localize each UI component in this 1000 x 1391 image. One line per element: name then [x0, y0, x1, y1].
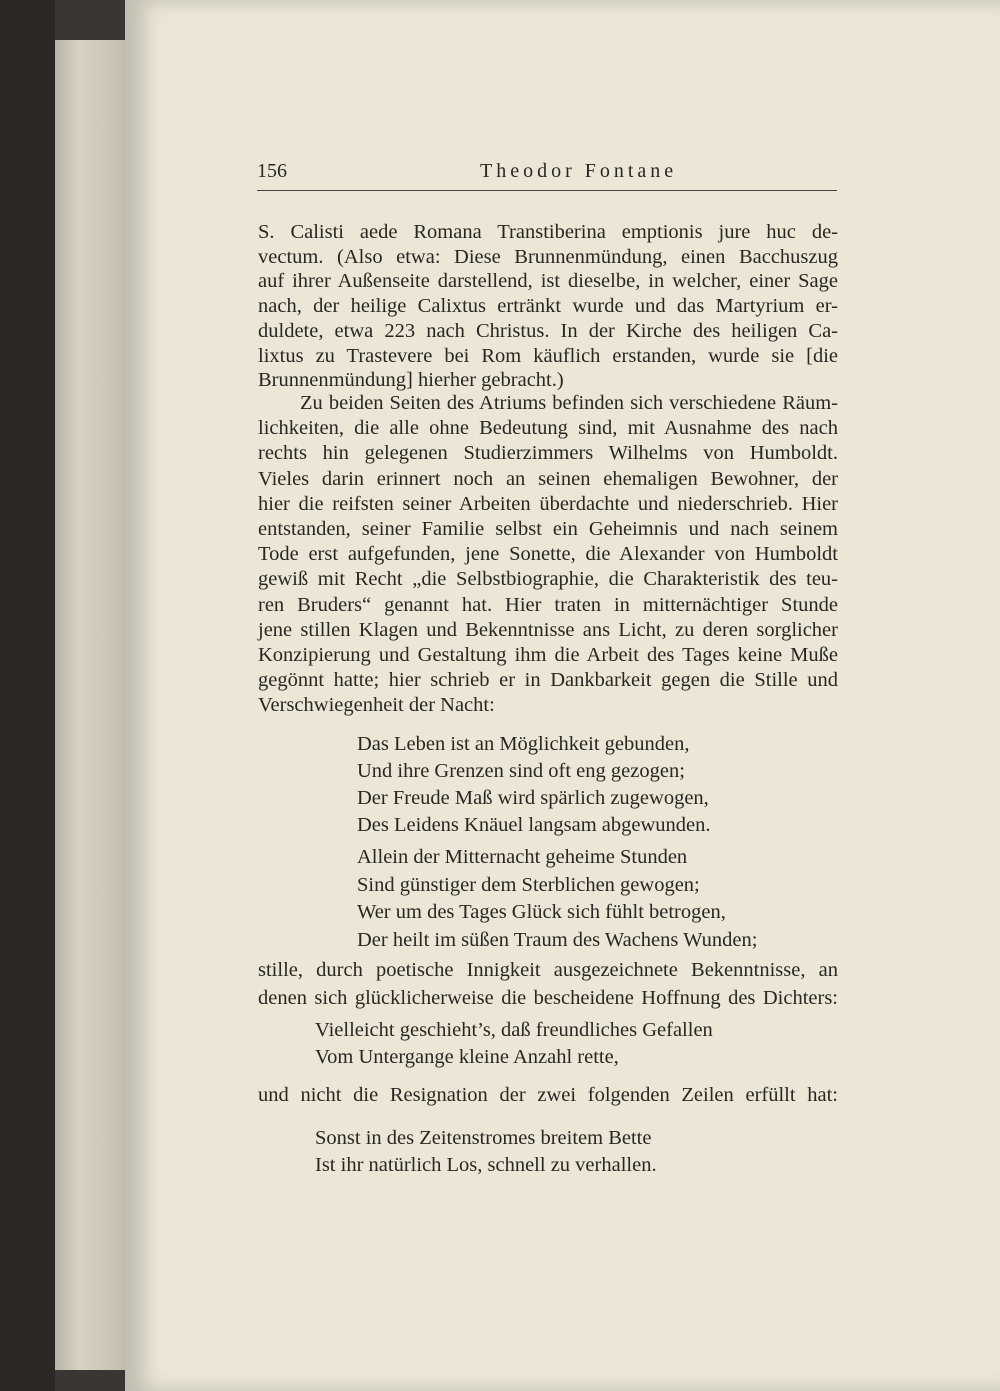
text-line: Tode erst aufgefunden, jene Sonette, die Alexander von Humboldt: [258, 543, 838, 566]
text-line: duldete, etwa 223 nach Christus. In der Kirche des heiligen Ca-: [258, 319, 838, 342]
verse-line: Das Leben ist an Möglichkeit gebunden,: [357, 733, 690, 755]
text-line: Verschwiegenheit der Nacht:: [258, 694, 495, 717]
text-line: lixtus zu Trastevere bei Rom käuflich erstanden, wurde sie [die: [258, 344, 838, 367]
text-line: vectum. (Also etwa: Diese Brunnenmündung, einen Bacchuszug: [258, 245, 838, 268]
header-rule: [257, 190, 837, 191]
verse-line: Sonst in des Zeitenstromes breitem Bette: [315, 1127, 652, 1149]
text-line: rechts hin gelegenen Studierzimmers Wilhelms von Humboldt.: [258, 442, 838, 465]
text-line: ren Bruders“ genannt hat. Hier traten in mitternächtiger Stunde: [258, 593, 838, 616]
text-line: gewiß mit Recht „die Selbstbiographie, die Charakteristik des teu-: [258, 568, 838, 591]
text-line: entstanden, seiner Familie selbst ein Geheimnis und nach seinem: [258, 518, 838, 540]
text-line: und nicht die Resignation der zwei folgenden Zeilen erfüllt hat:: [258, 1084, 838, 1106]
text-line: denen sich glücklicherweise die bescheidene Hoffnung des Dichters:: [258, 987, 838, 1009]
verse-line: Vom Untergange kleine Anzahl rette,: [315, 1046, 619, 1068]
verse-line: Ist ihr natürlich Los, schnell zu verhallen.: [315, 1154, 657, 1176]
text-line: gegönnt hatte; hier schrieb er in Dankbarkeit gegen die Stille und: [258, 669, 838, 692]
text-line: stille, durch poetische Innigkeit ausgezeichnete Bekenntnisse, an: [258, 959, 838, 981]
verse-line: Vielleicht geschieht’s, daß freundliches Gefallen: [315, 1019, 713, 1041]
book-page-edges: [55, 40, 135, 1370]
verse-line: Der heilt im süßen Traum des Wachens Wunden;: [357, 928, 758, 951]
text-line: auf ihrer Außenseite darstellend, ist dieselbe, in welcher, einer Sage: [258, 270, 838, 293]
text-line: lichkeiten, die alle ohne Bedeutung sind, mit Ausnahme des nach: [258, 417, 838, 440]
text-line: Brunnenmündung] hierher gebracht.): [258, 369, 564, 392]
verse-line: Allein der Mitternacht geheime Stunden: [357, 846, 688, 868]
verse-line: Der Freude Maß wird spärlich zugewogen,: [357, 787, 709, 809]
text-line: hier die reifsten seiner Arbeiten überdachte und niederschrieb. Hier: [258, 492, 838, 515]
text-line: Zu beiden Seiten des Atriums befinden sich verschiedene Räum-: [300, 392, 838, 414]
verse-line: Wer um des Tages Glück sich fühlt betrogen,: [357, 901, 726, 923]
verse-line: Und ihre Grenzen sind oft eng gezogen;: [357, 760, 685, 782]
verse-line: Des Leidens Knäuel langsam abgewunden.: [357, 814, 711, 836]
text-line: nach, der heilige Calixtus ertränkt wurde und das Martyrium er-: [258, 295, 838, 318]
text-line: Konzipierung und Gestaltung ihm die Arbeit des Tages keine Muße: [258, 644, 838, 666]
text-line: S. Calisti aede Romana Transtiberina emptionis jure huc de-: [258, 221, 838, 243]
running-head: Theodor Fontane: [480, 160, 678, 182]
page-number: 156: [257, 160, 287, 182]
text-line: jene stillen Klagen und Bekenntnisse ans Licht, zu deren sorglicher: [258, 618, 838, 641]
verse-line: Sind günstiger dem Sterblichen gewogen;: [357, 873, 700, 896]
text-line: Vieles darin erinnert noch an seinen ehemaligen Bewohner, der: [258, 467, 838, 490]
